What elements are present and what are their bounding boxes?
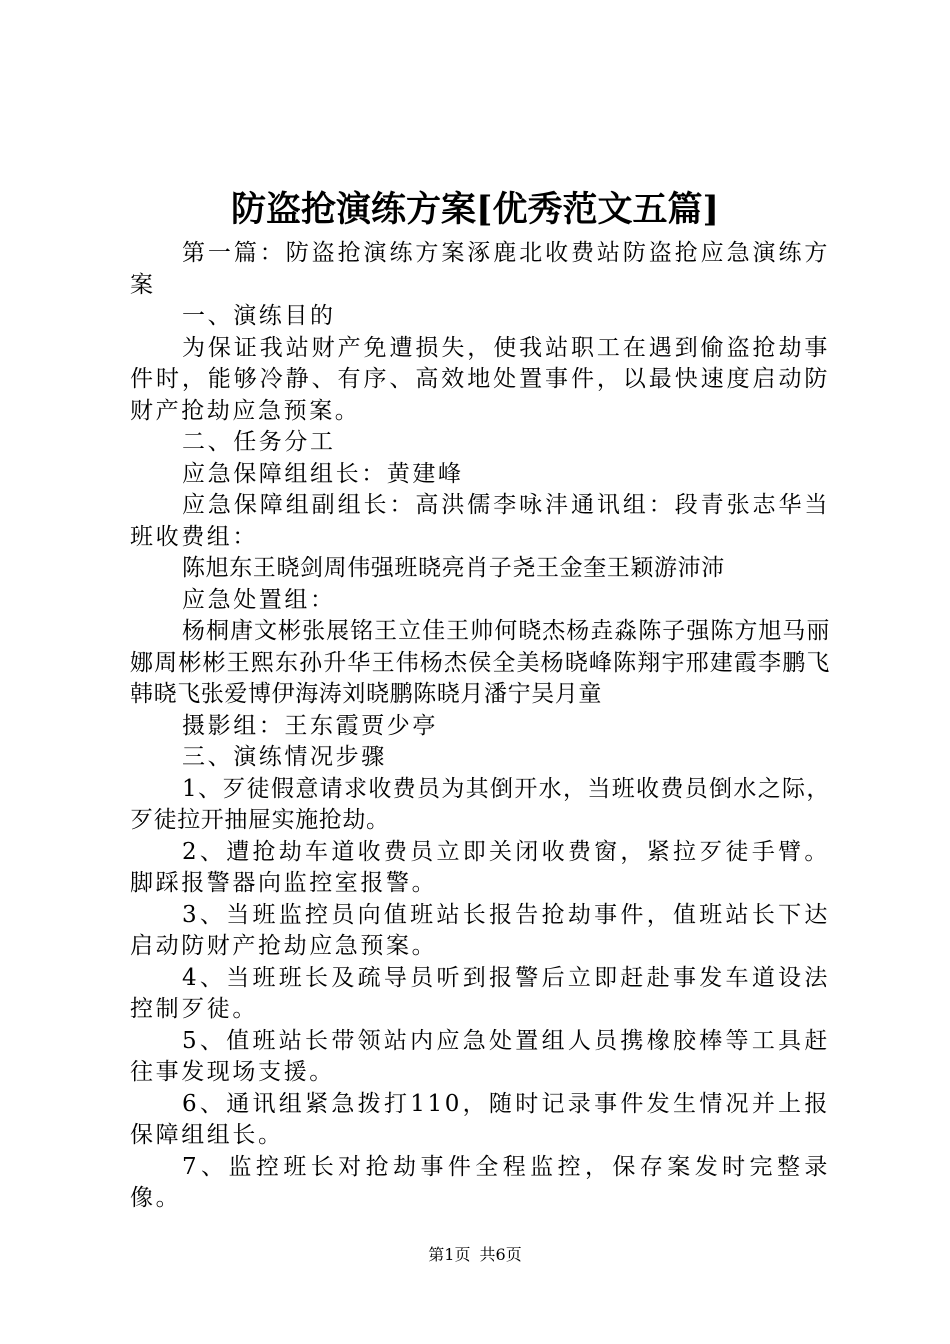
paragraph: 第一篇：防盗抢演练方案涿鹿北收费站防盗抢应急演练方案 — [130, 240, 830, 298]
page-total: 共6页 — [479, 1245, 522, 1264]
list-item: 7、监控班长对抢劫事件全程监控，保存案发时完整录像。 — [130, 1153, 830, 1211]
paragraph: 杨桐唐文彬张展铭王立佳王帅何晓杰杨垚淼陈子强陈方旭马丽娜周彬彬王熙东孙升华王伟杨杰侯全美杨晓峰陈翔宇邢建霞李鹏飞韩晓飞张爱博伊海涛刘晓鹏陈晓月潘宁吴月童 — [130, 618, 830, 707]
list-item: 6、通讯组紧急拨打110，随时记录事件发生情况并上报保障组组长。 — [130, 1090, 830, 1148]
page-number: 第1页 — [428, 1245, 471, 1264]
list-item: 5、值班站长带领站内应急处置组人员携橡胶棒等工具赶往事发现场支援。 — [130, 1027, 830, 1085]
list-item: 3、当班监控员向值班站长报告抢劫事件，值班站长下达启动防财产抢劫应急预案。 — [130, 901, 830, 959]
paragraph: 应急处置组： — [182, 586, 336, 613]
section-heading: 三、演练情况步骤 — [182, 744, 387, 770]
document-title: 防盗抢演练方案[优秀范文五篇] — [230, 189, 720, 230]
section-heading: 一、演练目的 — [182, 303, 336, 329]
paragraph: 为保证我站财产免遭损失，使我站职工在遇到偷盗抢劫事件时，能够冷静、有序、高效地处置事件，以最快速度启动防财产抢劫应急预案。 — [130, 334, 830, 424]
paragraph: 摄影组：王东霞贾少亭 — [182, 712, 438, 739]
list-item: 4、当班班长及疏导员听到报警后立即赶赴事发车道设法控制歹徒。 — [130, 964, 830, 1022]
list-item: 1、歹徒假意请求收费员为其倒开水，当班收费员倒水之际，歹徒拉开抽屉实施抢劫。 — [130, 775, 830, 833]
paragraph: 应急保障组副组长：高洪儒李咏沣通讯组：段青张志华当班收费组： — [130, 492, 830, 550]
document-body — [130, 238, 830, 1215]
paragraph: 陈旭东王晓剑周伟强班晓亮肖子尧王金奎王颖游沛沛 — [182, 555, 725, 581]
page-footer — [0, 1243, 950, 1267]
list-item: 2、遭抢劫车道收费员立即关闭收费窗，紧拉歹徒手臂。脚踩报警器向监控室报警。 — [130, 838, 830, 896]
section-heading: 二、任务分工 — [182, 429, 336, 455]
paragraph: 应急保障组组长：黄建峰 — [182, 460, 464, 487]
